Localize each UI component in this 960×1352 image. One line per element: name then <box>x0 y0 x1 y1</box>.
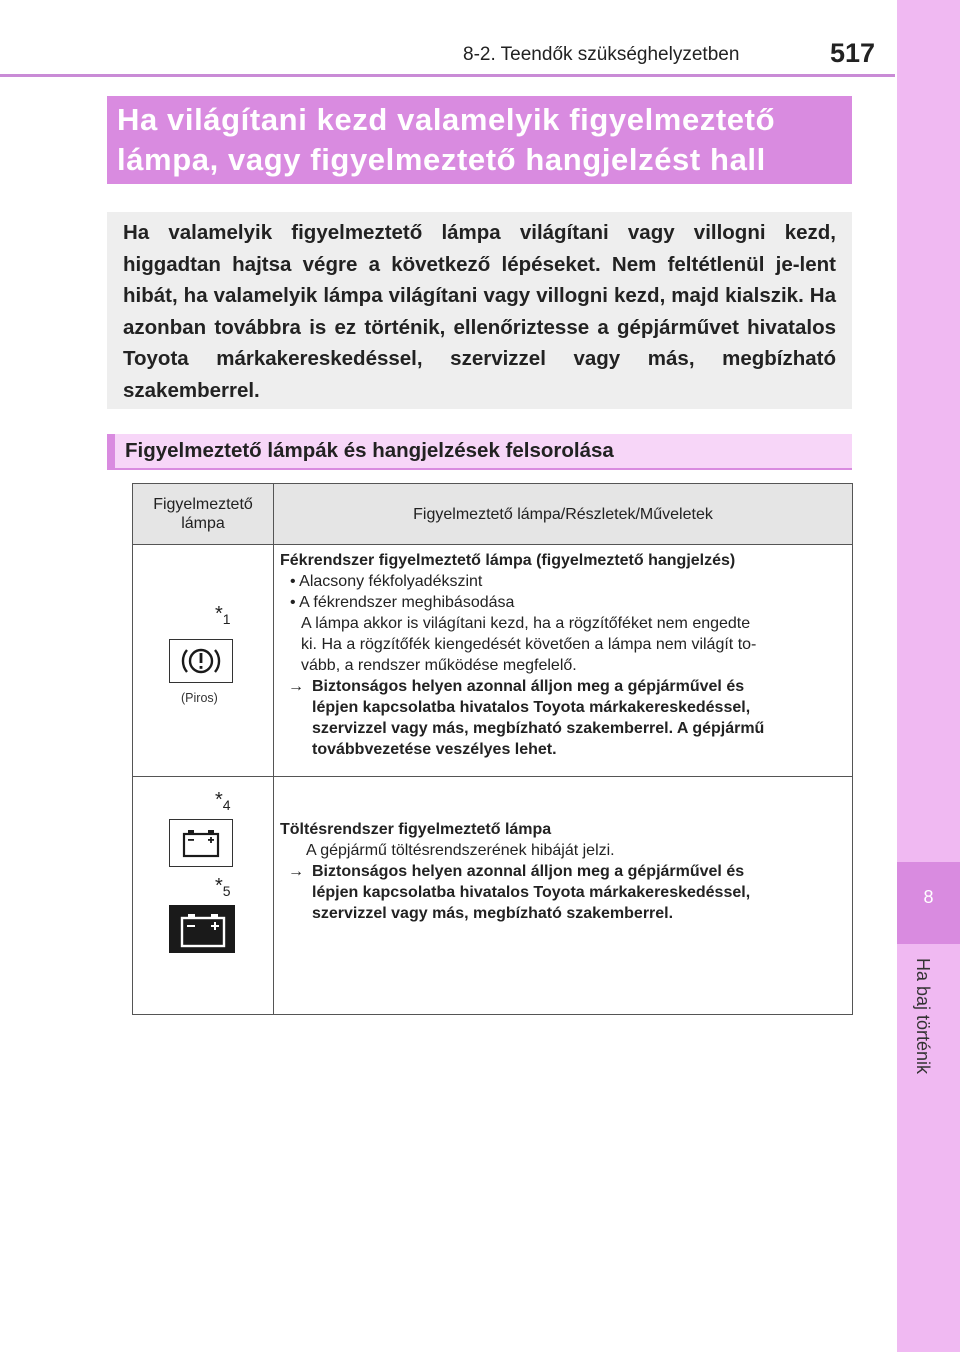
header-divider <box>0 74 895 77</box>
warning-lamp-table <box>132 483 853 1015</box>
lamp-icon-cell <box>133 545 274 777</box>
section-subheading: Figyelmeztető lámpák és hangjelzések felsorolása <box>107 434 852 470</box>
battery-icon <box>169 905 235 953</box>
chapter-label: Ha baj történik <box>913 958 933 1075</box>
footnote-marker: $*_1$ <box>215 603 231 627</box>
list-item: • A fékrendszer meghibásodása <box>290 594 515 611</box>
brake-warning-icon <box>169 639 233 683</box>
column-header-lamp: Figyelmeztető lámpa <box>133 484 274 545</box>
chapter-side-tab <box>897 0 960 1352</box>
arrow-right-icon: → <box>288 678 304 695</box>
list-item: • Alacsony fékfolyadékszint <box>290 573 483 590</box>
lamp-title: Fékrendszer figyelmeztető lámpa (figyelmeztető hangjelzés) <box>280 552 736 569</box>
lamp-note: A lámpa akkor is világítani kezd, ha a rögzítőféket nem engedte ki. Ha a rögzítőfék kiengedését követően a lámpa nem világít to- vább, a rendszer működése megfelelő. <box>301 615 757 674</box>
lamp-description <box>274 545 853 777</box>
column-header-details: Figyelmeztető lámpa/Részletek/Műveletek <box>274 484 853 545</box>
intro-paragraph: Ha valamelyik figyelmeztető lámpa világítani vagy villogni kezd, higgadtan hajtsa végre a következő lépéseket. Nem feltétlenül je-lent hibát, ha valamelyik lámpa világítani vagy villogni kezd, majd kialszik. Ha azonban továbbra is ez történik, ellenőriztesse a gépjárművet hivatalos Toyota márkakereskedéssel, szervizzel vagy más, megbízható szakemberrel. <box>107 212 852 409</box>
section-title: 8-2. Teendők szükséghelyzetben <box>463 44 740 65</box>
footnote-marker: $*_5$ <box>215 875 231 899</box>
table-row <box>133 777 853 1015</box>
lamp-title: Töltésrendszer figyelmeztető lámpa <box>280 821 552 838</box>
footnote-marker: $*_4$ <box>215 789 231 813</box>
lamp-description <box>274 777 853 1015</box>
table-header-row <box>133 484 853 545</box>
page-number: 517 <box>830 38 876 68</box>
chapter-number: 8 <box>897 862 960 944</box>
lamp-note: A gépjármű töltésrendszerének hibáját jelzi. <box>306 842 615 859</box>
page-title <box>107 96 852 184</box>
table-row <box>133 545 853 777</box>
battery-icon <box>169 819 233 867</box>
page-title-line-2: lámpa, vagy figyelmeztető hangjelzést hall <box>117 142 766 177</box>
lamp-icon-cell <box>133 777 274 1015</box>
lamp-color-caption: (Piros) <box>181 691 218 705</box>
lamp-action: → Biztonságos helyen azonnal álljon meg a gépjárművel és lépjen kapcsolatba hivatalos Toyota márkakereskedéssel, szervizzel vagy más, megbízható szakemberrel. <box>280 861 842 924</box>
arrow-right-icon: → <box>288 863 304 880</box>
lamp-action: → Biztonságos helyen azonnal álljon meg a gépjárművel és lépjen kapcsolatba hivatalos Toyota márkakereskedéssel, szervizzel vagy más, megbízható szakemberrel. A gépjármű továbbvezetése veszélyes lehet. <box>280 676 842 760</box>
page-title-line-1: Ha világítani kezd valamelyik figyelmeztető <box>117 102 776 137</box>
